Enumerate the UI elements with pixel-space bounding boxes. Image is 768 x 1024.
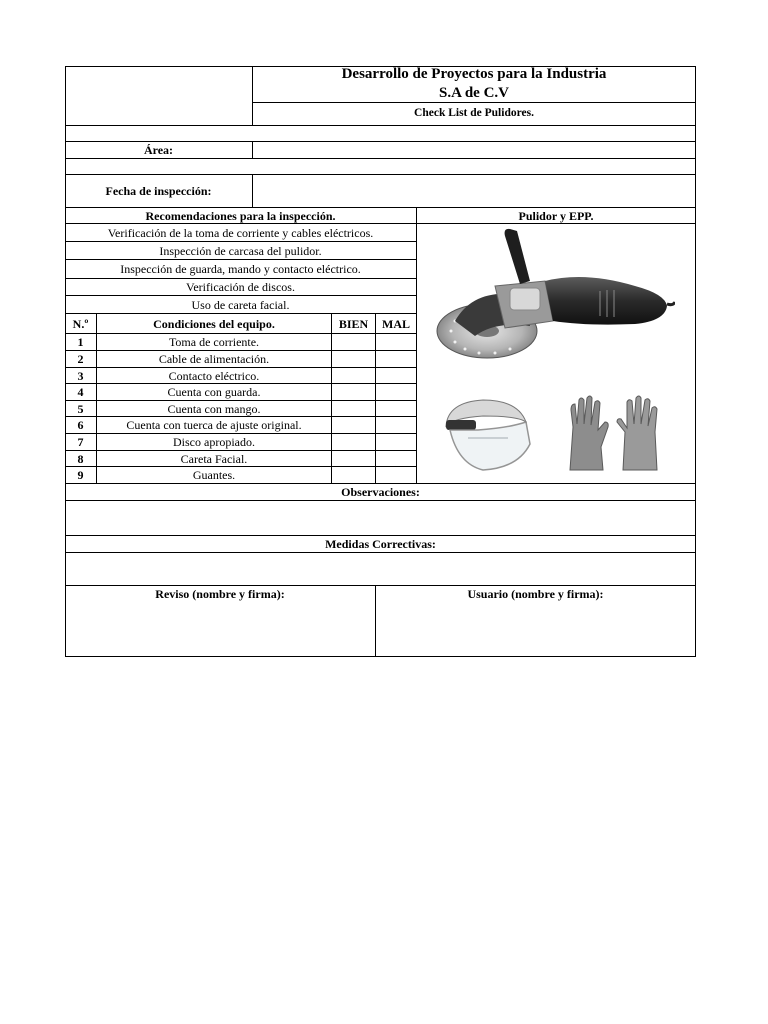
user-signature-field[interactable] [376,603,695,656]
corrective-measures-field[interactable] [66,553,695,585]
reviewer-signature-label: Reviso (nombre y firma): [155,587,285,601]
observations-label: Observaciones: [341,485,420,499]
good-checkbox-cell[interactable] [332,417,375,433]
recommendation-item: Inspección de guarda, mando y contacto eléctrico. [120,262,361,276]
good-checkbox-cell[interactable] [332,351,375,367]
col-bad-header: MAL [382,316,410,331]
good-checkbox-cell[interactable] [332,384,375,400]
bad-checkbox-cell[interactable] [376,351,416,367]
corrective-measures-label: Medidas Correctivas: [325,537,436,551]
inspection-date-label: Fecha de inspección: [105,184,212,198]
angle-grinder-image [435,226,675,361]
row-number: 2 [77,352,84,366]
recommendation-item: Verificación de discos. [186,280,295,294]
row-number: 7 [77,435,84,449]
bad-checkbox-cell[interactable] [376,384,416,400]
row-condition: Disco apropiado. [173,435,255,449]
recommendation-item: Verificación de la toma de corriente y cables eléctricos. [107,225,374,240]
bad-checkbox-cell[interactable] [376,417,416,433]
good-checkbox-cell[interactable] [332,401,375,416]
bad-checkbox-cell[interactable] [376,467,416,483]
gloves-image [565,392,671,472]
bad-checkbox-cell[interactable] [376,401,416,416]
col-good-header: BIEN [338,316,369,331]
row-condition: Cable de alimentación. [158,352,270,366]
bad-checkbox-cell[interactable] [376,334,416,350]
good-checkbox-cell[interactable] [332,467,375,483]
row-condition: Cuenta con guarda. [167,385,261,399]
recommendation-item: Uso de careta facial. [191,297,290,312]
row-number: 3 [77,368,84,383]
user-signature-label: Usuario (nombre y firma): [467,587,604,601]
good-checkbox-cell[interactable] [332,368,375,383]
row-condition: Cuenta con mango. [167,401,261,416]
equipment-images-heading: Pulidor y EPP. [518,208,594,223]
area-label: Área: [143,143,174,157]
inspection-date-field[interactable] [253,175,695,207]
row-number: 4 [77,385,84,399]
row-number: 5 [77,401,84,416]
inspection-form [65,66,696,657]
row-condition: Contacto eléctrico. [168,368,260,383]
good-checkbox-cell[interactable] [332,334,375,350]
col-number-header: N.º [72,316,89,331]
company-suffix: S.A de C.V [438,85,509,101]
recommendation-item: Inspección de carcasa del pulidor. [159,243,322,258]
good-checkbox-cell[interactable] [332,434,375,450]
face-shield-image [438,394,536,474]
row-number: 6 [77,418,84,432]
area-field[interactable] [253,142,695,158]
good-checkbox-cell[interactable] [332,451,375,466]
row-condition: Guantes. [192,468,236,482]
form-title: Check List de Pulidores. [414,107,534,120]
observations-field[interactable] [66,501,695,535]
company-name: Desarrollo de Proyectos para la Industria [341,66,607,82]
row-number: 9 [77,468,84,482]
row-number: 1 [77,335,84,349]
row-condition: Cuenta con tuerca de ajuste original. [126,418,302,432]
row-condition: Careta Facial. [180,451,248,466]
row-number: 8 [77,451,84,466]
col-condition-header: Condiciones del equipo. [153,316,275,331]
bad-checkbox-cell[interactable] [376,368,416,383]
bad-checkbox-cell[interactable] [376,451,416,466]
recommendations-heading: Recomendaciones para la inspección. [145,208,336,223]
row-condition: Toma de corriente. [168,335,260,349]
reviewer-signature-field[interactable] [66,603,375,656]
bad-checkbox-cell[interactable] [376,434,416,450]
